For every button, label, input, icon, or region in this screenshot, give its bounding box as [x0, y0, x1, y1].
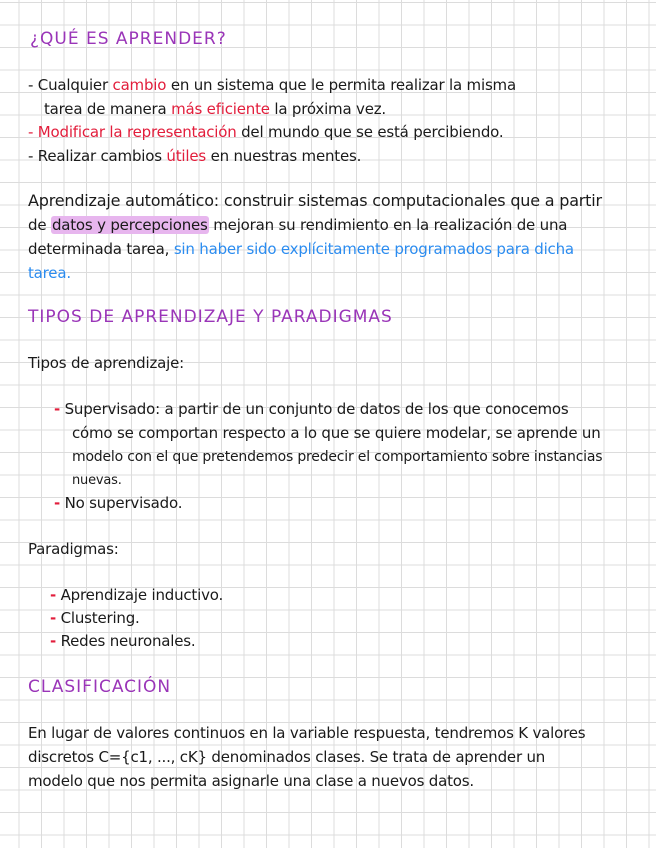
clasificacion-line1: En lugar de valores continuos en la variable respuesta, tendremos K valores: [28, 724, 586, 742]
bullet-dash: -: [28, 123, 34, 141]
bullet-cambio-line2: [0, 98, 656, 120]
bullet-text: Cualquier: [37, 76, 108, 94]
bullet-inductivo: [0, 584, 656, 606]
clasificacion-line2: discretos C={c1, ..., cK} denominados clases. Se trata de aprender un: [28, 748, 546, 766]
bullet-text: No supervisado.: [64, 494, 183, 512]
aprendizaje-line1: Aprendizaje automático: construir sistemas computacionales que a partir: [28, 191, 602, 210]
bullet-text: en nuestras mentes.: [210, 147, 362, 165]
heading-tipos: TIPOS DE APRENDIZAJE Y PARADIGMAS: [28, 307, 393, 327]
bullet-text: del mundo que se está percibiendo.: [241, 123, 504, 141]
bullet-dash: -: [50, 632, 57, 650]
bullet-supervisado-line2: cómo se comportan respecto a lo que se quiere modelar, se aprende un: [72, 424, 601, 442]
subtitle-tipos: Tipos de aprendizaje:: [28, 354, 184, 372]
body-text: determinada tarea,: [28, 240, 170, 258]
aprendizaje-line2: [0, 214, 656, 236]
bullet-text: Supervisado: a partir de un conjunto de datos de los que conocemos: [64, 400, 569, 418]
heading-que-es-aprender: ¿QUÉ ES APRENDER?: [30, 29, 227, 49]
bullet-text: Redes neuronales.: [60, 632, 196, 650]
bullet-dash: -: [50, 609, 57, 627]
bullet-text: Clustering.: [60, 609, 140, 627]
bullet-clustering: [0, 607, 656, 629]
blue-text: sin haber sido explícitamente programados para dicha: [173, 240, 574, 258]
bullet-realizar: [0, 145, 656, 167]
bullet-dash: -: [28, 147, 34, 165]
highlight-cambio: cambio: [112, 76, 167, 94]
bullet-supervisado-line4: nuevas.: [72, 473, 122, 488]
aprendizaje-line3: [0, 238, 656, 260]
bullet-dash: -: [28, 76, 34, 94]
bullet-text: tarea de manera: [44, 100, 167, 118]
bullet-dash: -: [54, 494, 61, 512]
bullet-no-supervisado: [0, 492, 656, 514]
bullet-text: Realizar cambios: [37, 147, 162, 165]
heading-clasificacion: CLASIFICACIÓN: [28, 677, 172, 697]
highlight-datos-percepciones: datos y percepciones: [51, 216, 208, 234]
highlight-modificar: Modificar la representación: [37, 123, 237, 141]
body-text: de: [28, 216, 47, 234]
body-text: mejoran su rendimiento en la realización de una: [213, 216, 568, 234]
highlight-mas-eficiente: más eficiente: [171, 100, 270, 118]
bullet-supervisado-line3: modelo con el que pretendemos predecir el comportamiento sobre instancias: [72, 449, 603, 465]
clasificacion-line3: modelo que nos permita asignarle una clase a nuevos datos.: [28, 772, 474, 790]
subtitle-paradigmas: Paradigmas:: [28, 540, 119, 558]
bullet-modificar: [0, 121, 656, 143]
bullet-text: Aprendizaje inductivo.: [60, 586, 224, 604]
bullet-dash: -: [50, 586, 57, 604]
bullet-dash: -: [54, 400, 61, 418]
aprendizaje-line4: tarea.: [28, 264, 71, 282]
bullet-redes: [0, 630, 656, 652]
bullet-supervisado-line1: [0, 398, 656, 420]
bullet-text: la próxima vez.: [274, 100, 386, 118]
bullet-cambio-line1: [0, 74, 656, 96]
bullet-text: en un sistema que le permita realizar la misma: [170, 76, 516, 94]
highlight-utiles: útiles: [166, 147, 206, 165]
